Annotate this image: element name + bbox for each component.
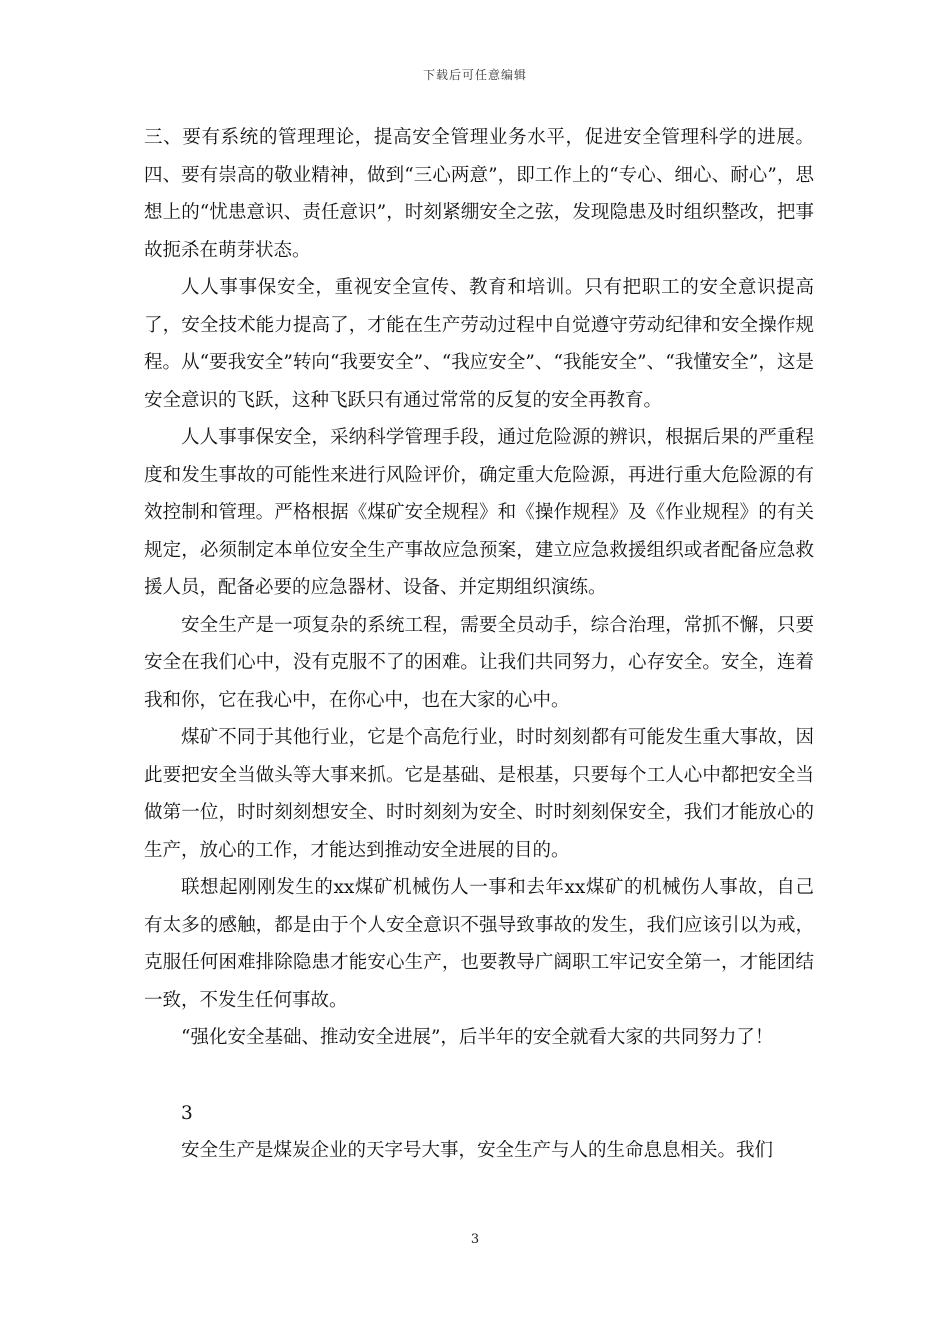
paragraph-7: “强化安全基础、推动安全进展”，后半年的安全就看大家的共同努力了！ <box>181 1027 774 1048</box>
section-number: 3 <box>181 1102 193 1124</box>
paragraph-4: 安全生产是一项复杂的系统工程，需要全员动手，综合治理，常抓不懈，只要安全在我们心中，没有克服不了的困难。让我们共同努力，心存安全。安全，连着我和你，它在我心中，在你心中，也在大家的心中。 <box>144 614 814 711</box>
paragraph-2: 人人事事保安全，重视安全宣传、教育和培训。只有把职工的安全意识提高了，安全技术能力提高了，才能在生产劳动过程中自觉遵守劳动纪律和安全操作规程。从“要我安全”转向“我要安全”、“我应安全”、“我能安全”、“我懂安全”，这是安全意识的飞跃，这种飞跃只有通过常常的反复的安全再教育。 <box>144 277 814 411</box>
paragraph-6: 联想起刚刚发生的xx煤矿机械伤人一事和去年xx煤矿的机械伤人事故，自己有太多的感触，都是由于个人安全意识不强导致事故的发生，我们应该引以为戒，克服任何困难排除隐患才能安心生产，也要教导广阔职工牢记安全第一，才能团结一致，不发生任何事故。 <box>144 877 814 1011</box>
paragraph-5: 煤矿不同于其他行业，它是个高危行业，时时刻刻都有可能发生重大事故，因此要把安全当做头等大事来抓。它是基础、是根基，只要每个工人心中都把安全当做第一位，时时刻刻想安全、时时刻刻为安全、时时刻刻保安全，我们才能放心的生产，放心的工作，才能达到推动安全进展的目的。 <box>144 727 814 861</box>
document-body <box>144 119 814 1170</box>
page-header: 下载后可任意编辑 <box>422 68 527 82</box>
paragraph-3: 人人事事保安全，采纳科学管理手段，通过危险源的辨识，根据后果的严重程度和发生事故的可能性来进行风险评价，确定重大危险源，再进行重大危险源的有效控制和管理。严格根据《煤矿安全规程》和《操作规程》及《作业规程》的有关规定，必须制定本单位安全生产事故应急预案，建立应急救援组织或者配备应急救援人员，配备必要的应急器材、设备、并定期组织演练。 <box>144 427 814 598</box>
paragraph-1: 三、要有系统的管理理论，提高安全管理业务水平，促进安全管理科学的进展。四、要有崇高的敬业精神，做到“三心两意”，即工作上的“专心、细心、耐心”，思想上的“忧患意识、责任意识”，时刻紧绷安全之弦，发现隐患及时组织整改，把事故扼杀在萌芽状态。 <box>144 127 814 261</box>
page-number: 3 <box>470 1232 480 1247</box>
paragraph-8: 安全生产是煤炭企业的天字号大事，安全生产与人的生命息息相关。我们 <box>181 1140 774 1161</box>
